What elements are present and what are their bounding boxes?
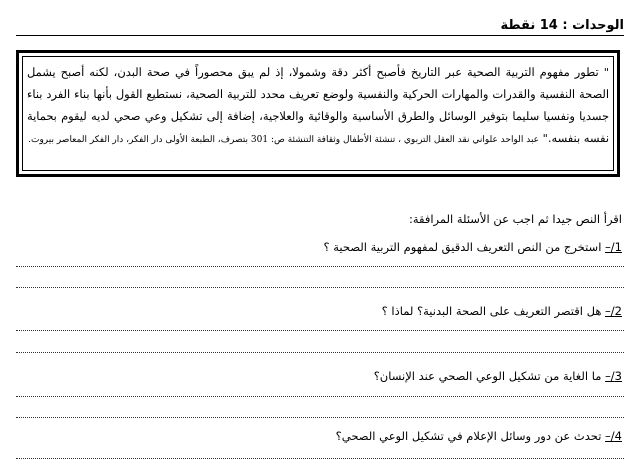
passage-text: " تطور مفهوم التربية الصحية عبر التاريخ فأصبح أكثر دقة وشمولا، إذ لم يبق محصوراً في صحة البدن، لكنه أصبح يشمل الصحة النفسية والقدرات والمهارات الحركية والنفسية ولوضع تعريف محدد للتربية الصحية، نستطيع القول بأنها بناء الفرد بناء جسديا ونفسيا سليما بتوفير الوسائل والطرق الأساسية والوقائية والعلاجية، إضافة إلى تشكيل وعي صحي لديه ليقوم بحماية نفسه بنفسه." <box>27 65 609 145</box>
question-text: تحدث عن دور وسائل الإعلام في تشكيل الوعي الصحي؟ <box>335 429 602 443</box>
answer-line[interactable] <box>16 287 624 288</box>
question-3 <box>374 369 622 383</box>
passage-citation: عبد الواحد علواني نقد العقل التربوي ، تنشئة الأطفال وثقافة التنشئة ص: 301 بتصرف، الطبعة الأولى دار الفكر، دار الفكر المعاصر بيروت. <box>28 135 540 145</box>
question-1 <box>324 240 623 254</box>
question-number: 1/– <box>605 240 622 254</box>
answer-line[interactable] <box>16 330 624 331</box>
question-number: 4/– <box>605 429 622 443</box>
question-number: 2/– <box>605 304 622 318</box>
answer-line[interactable] <box>16 417 624 418</box>
question-text: هل اقتصر التعريف على الصحة البدنية؟ لماذا ؟ <box>381 304 602 318</box>
question-text: ما الغاية من تشكيل الوعي الصحي عند الإنسان؟ <box>373 369 602 383</box>
answer-line[interactable] <box>16 396 624 397</box>
question-2 <box>382 304 622 318</box>
question-4 <box>336 429 622 443</box>
question-number: 3/– <box>605 369 622 383</box>
page-header <box>16 14 624 36</box>
answer-line[interactable] <box>16 266 624 267</box>
answer-line[interactable] <box>16 458 624 459</box>
question-text: استخرج من النص التعريف الدقيق لمفهوم التربية الصحية ؟ <box>323 240 602 254</box>
passage <box>27 61 609 151</box>
instructions: اقرأ النص جيدا ثم اجب عن الأسئلة المرافقة: <box>408 212 622 226</box>
answer-line[interactable] <box>16 352 624 353</box>
section-title: الوحدات : 14 نقطة <box>500 18 624 33</box>
passage-box <box>16 50 620 177</box>
